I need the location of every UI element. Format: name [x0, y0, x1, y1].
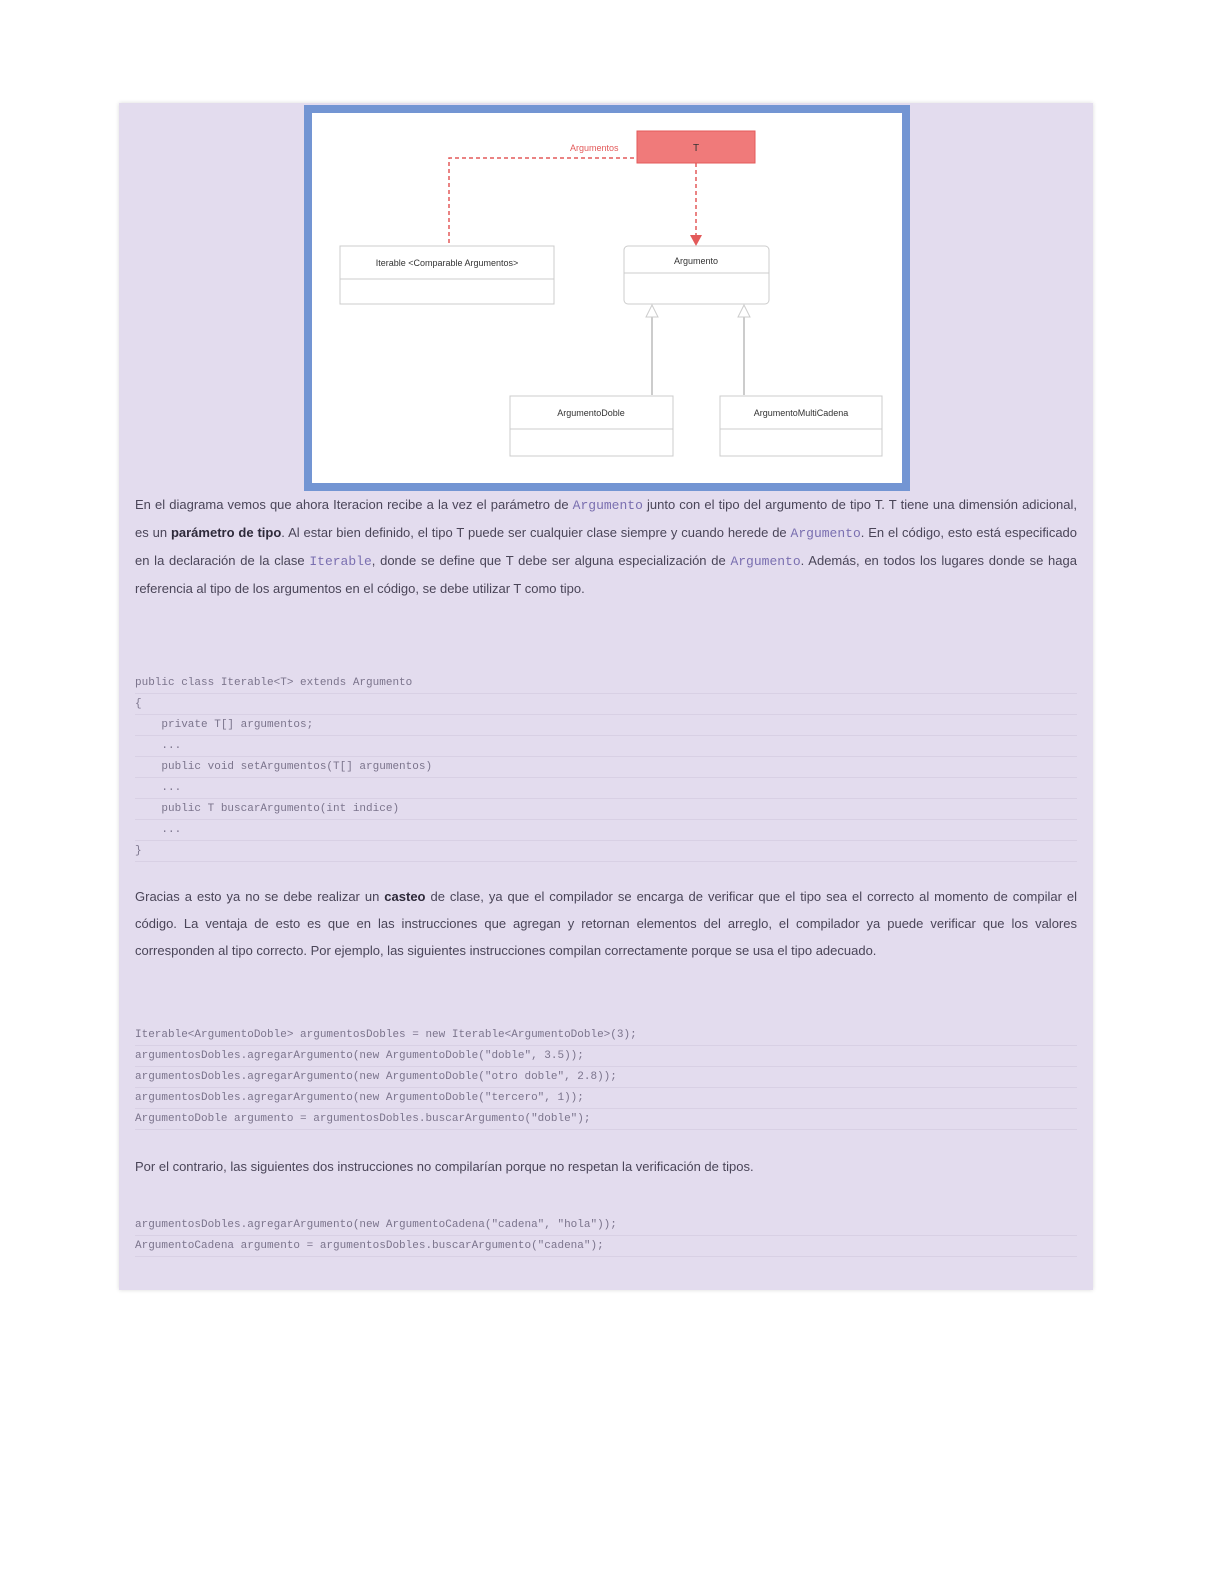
code-reference: Argumento [790, 526, 861, 541]
paragraph-1-text: junto con el tipo del argumento de tipo T. T tiene una dimensión adicional, es un [135, 497, 1077, 540]
type-parameter-T-label: T [692, 143, 700, 154]
paragraph-1-text: . En el código, esto está especificado en la declaración de la clase [135, 525, 1078, 568]
code-line: } [135, 841, 1077, 862]
code-line: public class Iterable<T> extends Argumento [135, 673, 1077, 694]
code-line: argumentosDobles.agregarArgumento(new ArgumentoDoble("doble", 3.5)); [135, 1046, 1077, 1067]
code-line: ArgumentoDoble argumento = argumentosDobles.buscarArgumento("doble"); [135, 1109, 1077, 1130]
right-child-class-name: ArgumentoMultiCadena [753, 408, 849, 418]
code-line: Iterable<ArgumentoDoble> argumentosDobles = new Iterable<ArgumentoDoble>(3); [135, 1025, 1077, 1046]
code-line: public T buscarArgumento(int indice) [135, 799, 1077, 820]
left-child-class-name: ArgumentoDoble [557, 408, 625, 418]
code-block-1 [135, 673, 1077, 862]
code-reference: Argumento [572, 498, 643, 513]
relation-label: Argumentos [570, 143, 619, 153]
comparable-class-box [340, 246, 554, 304]
code-line: { [135, 694, 1077, 715]
code-line: private T[] argumentos; [135, 715, 1077, 736]
argument-class-box [624, 246, 769, 304]
uml-diagram [304, 105, 910, 491]
code-line: ArgumentoCadena argumento = argumentosDobles.buscarArgumento("cadena"); [135, 1236, 1077, 1257]
code-line: ... [135, 820, 1077, 841]
paragraph-3-text: Por el contrario, las siguientes dos instrucciones no compilarían porque no respetan la verificación de tipos. [135, 1159, 754, 1174]
dashed-relation-left [449, 158, 637, 243]
code-line: ... [135, 736, 1077, 757]
paragraph-2 [135, 883, 1077, 964]
paragraph-1-text: , donde se define que T debe ser alguna especialización de [371, 553, 731, 568]
inheritance-arrow-right [738, 305, 750, 317]
left-child-class-box [510, 396, 673, 456]
comparable-class-name: Iterable <Comparable Argumentos> [375, 258, 519, 268]
code-line: argumentosDobles.agregarArgumento(new ArgumentoDoble("tercero", 1)); [135, 1088, 1077, 1109]
paragraph-2-text: Gracias a esto ya no se debe realizar un [135, 889, 385, 904]
paragraph-1 [135, 491, 1077, 602]
code-reference: Iterable [309, 554, 372, 569]
paragraph-1-text: . Al estar bien definido, el tipo T puede ser cualquier clase siempre y cuando herede de [281, 525, 791, 540]
paragraph-1-text: . Además, en todos los lugares donde se haga referencia al tipo de los argumentos en el código, se debe utilizar T como tipo. [135, 553, 1077, 596]
code-line: ... [135, 778, 1077, 799]
paragraph-2-text: de clase, ya que el compilador se encarga de verificar que el tipo sea el correcto al momento de compilar el código. La ventaja de esto es que en las instrucciones que agregan y retornan elementos del arreglo, el compilador ya puede verificar que los valores corresponden al tipo correcto. Por ejemplo, las siguientes instrucciones compilan correctamente porque se usa el tipo adecuado. [135, 889, 1077, 958]
code-line: argumentosDobles.agregarArgumento(new ArgumentoCadena("cadena", "hola")); [135, 1215, 1077, 1236]
document-panel [119, 103, 1093, 1290]
argument-class-name: Argumento [673, 256, 719, 266]
code-line: argumentosDobles.agregarArgumento(new ArgumentoDoble("otro doble", 2.8)); [135, 1067, 1077, 1088]
bold-term: casteo [384, 889, 426, 904]
code-block-2 [135, 1025, 1077, 1130]
uml-diagram-svg [312, 113, 902, 483]
paragraph-3 [135, 1153, 1077, 1180]
code-line: public void setArgumentos(T[] argumentos) [135, 757, 1077, 778]
right-child-class-box [720, 396, 882, 456]
bold-term: parámetro de tipo [170, 525, 282, 540]
code-reference: Argumento [730, 554, 801, 569]
code-block-3 [135, 1215, 1077, 1257]
dashed-arrowhead [690, 235, 702, 246]
inheritance-arrow-left [646, 305, 658, 317]
paragraph-1-text: En el diagrama vemos que ahora Iteracion recibe a la vez el parámetro de [135, 497, 573, 512]
